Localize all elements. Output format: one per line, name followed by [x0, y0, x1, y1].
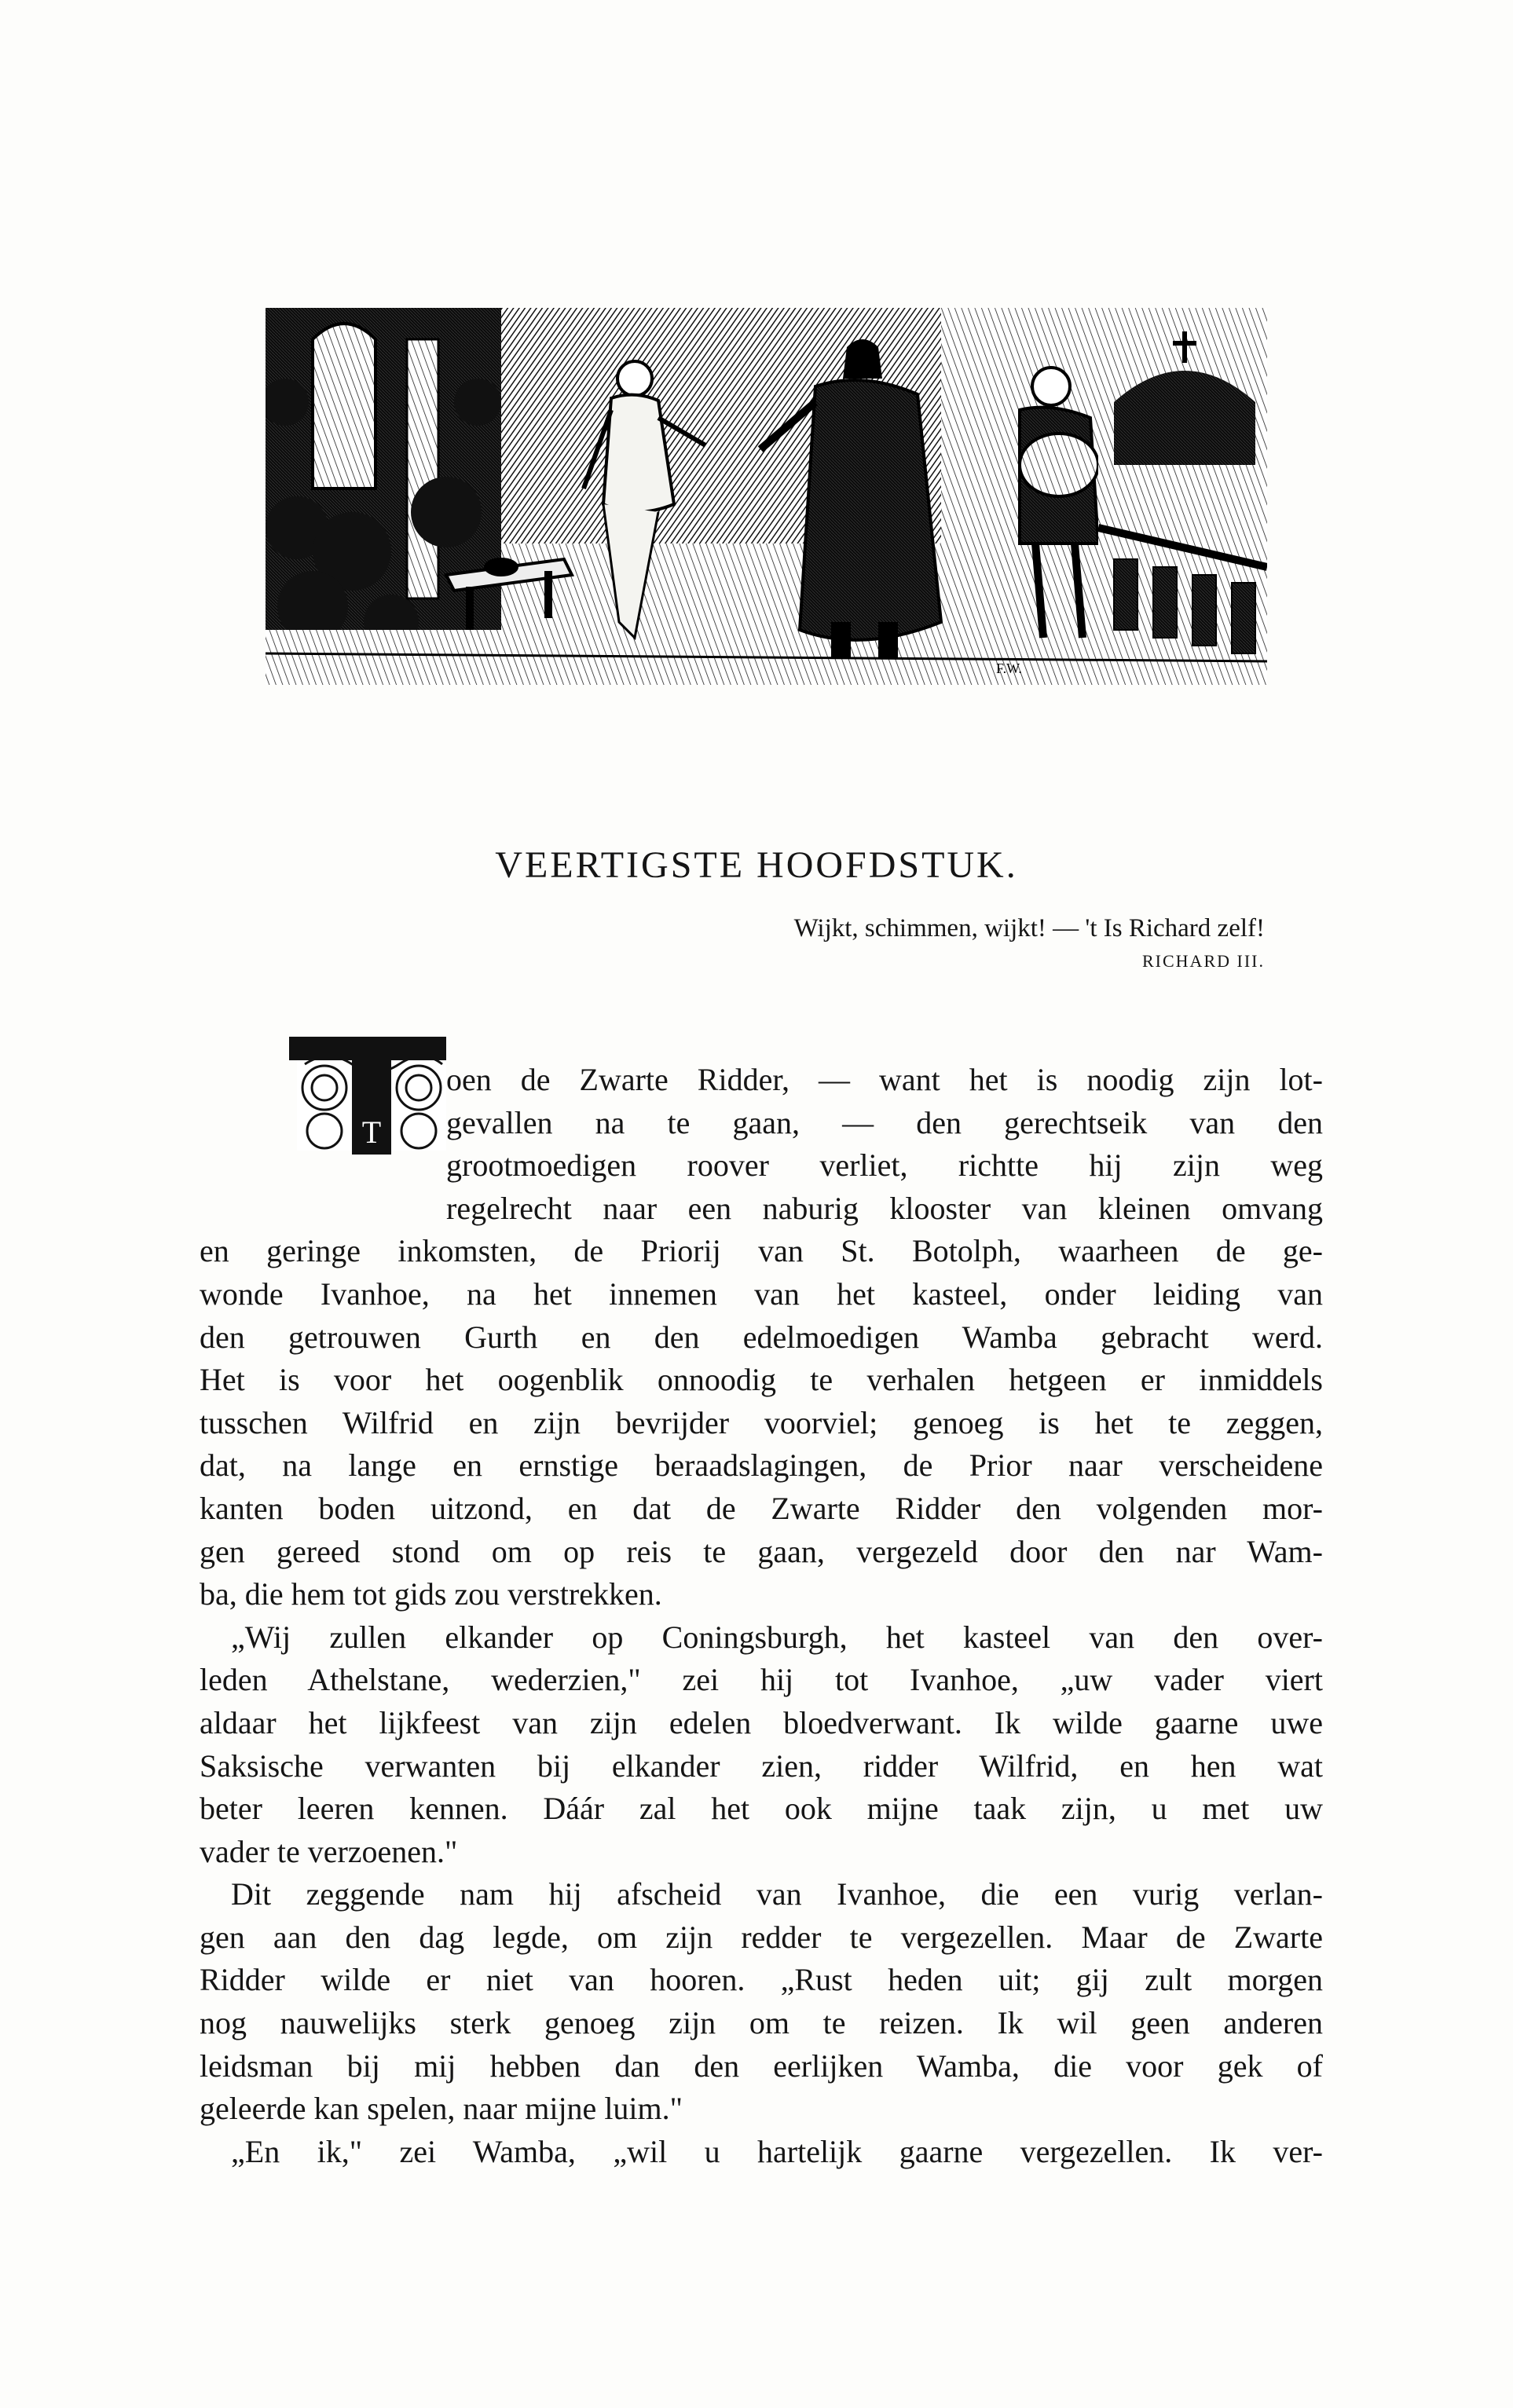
engraving-drawing — [266, 308, 1267, 685]
text-line: „Wij zullen elkander op Coningsburgh, het kasteel van den over- — [231, 1619, 1323, 1655]
text-line: vader te verzoenen." — [200, 1833, 458, 1869]
dropcap-letter: T — [361, 1114, 382, 1150]
epigraph-source: RICHARD III. — [1142, 951, 1265, 971]
paragraph-1 — [200, 1059, 1323, 1616]
text-line: gen aan den dag legde, om zijn redder te vergezellen. Maar de Zwarte — [200, 1919, 1323, 1955]
text-line: Het is voor het oogenblik onnoodig te verhalen hetgeen er inmiddels — [200, 1362, 1323, 1398]
text-line: tusschen Wilfrid en zijn bevrijder voorviel; genoeg is het te zeggen, — [200, 1404, 1323, 1440]
text-line: en geringe inkomsten, de Priorij van St. Botolph, waarheen de ge- — [200, 1233, 1323, 1269]
paragraph-3 — [200, 1873, 1323, 2131]
chapter-body — [200, 1059, 1323, 2173]
epigraph — [597, 911, 1265, 977]
text-line: ba, die hem tot gids zou verstrekken. — [200, 1576, 662, 1612]
text-line: Ridder wilde er niet van hooren. „Rust heden uit; gij zult morgen — [200, 1962, 1323, 1998]
engraver-signature: F.W. — [996, 661, 1022, 676]
text-line: leden Athelstane, wederzien," zei hij tot Ivanhoe, „uw vader viert — [200, 1662, 1323, 1698]
text-line: geleerde kan spelen, naar mijne luim." — [200, 2091, 683, 2127]
text-line: leidsman bij mij hebben dan den eerlijken Wamba, die voor gek of — [200, 2048, 1323, 2084]
paragraph-4 — [200, 2131, 1323, 2174]
text-line: den getrouwen Gurth en den edelmoedigen Wamba gebracht werd. — [200, 1319, 1323, 1355]
epigraph-quote: Wijkt, schimmen, wijkt! — 't Is Richard zelf! — [793, 914, 1265, 942]
text-line: grootmoedigen roover verliet, richtte hij zijn weg — [446, 1147, 1323, 1184]
text-line: beter leeren kennen. Dáár zal het ook mijne taak zijn, u met uw — [200, 1791, 1323, 1827]
chapter-title: VEERTIGSTE HOOFDSTUK. — [495, 844, 1018, 887]
text-line: aldaar het lijkfeest van zijn edelen bloedverwant. Ik wilde gaarne uwe — [200, 1704, 1323, 1740]
text-line: Dit zeggende nam hij afscheid van Ivanhoe, die een vurig verlan- — [231, 1876, 1323, 1912]
text-line: dat, na lange en ernstige beraadslagingen, de Prior naar verscheidene — [200, 1447, 1323, 1484]
text-line: „En ik," zei Wamba, „wil u hartelijk gaarne vergezellen. Ik ver- — [231, 2133, 1323, 2169]
text-line: gen gereed stond om op reis te gaan, vergezeld door den nar Wam- — [200, 1533, 1323, 1569]
text-line: wonde Ivanhoe, na het innemen van het kasteel, onder leiding van — [200, 1275, 1323, 1312]
paragraph-2 — [200, 1616, 1323, 1874]
text-line: kanten boden uitzond, en dat de Zwarte Ridder den volgenden mor- — [200, 1490, 1323, 1526]
engraving-illustration — [266, 308, 1267, 685]
text-line: nog nauwelijks sterk genoeg zijn om te reizen. Ik wil geen anderen — [200, 2005, 1323, 2041]
text-line: regelrecht naar een naburig klooster van kleinen omvang — [446, 1190, 1323, 1226]
text-line: Saksische verwanten bij elkander zien, ridder Wilfrid, en hen wat — [200, 1747, 1323, 1784]
text-line: gevallen na te gaan, — den gerechtseik van den — [446, 1104, 1323, 1140]
text-line: oen de Zwarte Ridder, — want het is noodig zijn lot- — [446, 1062, 1323, 1097]
